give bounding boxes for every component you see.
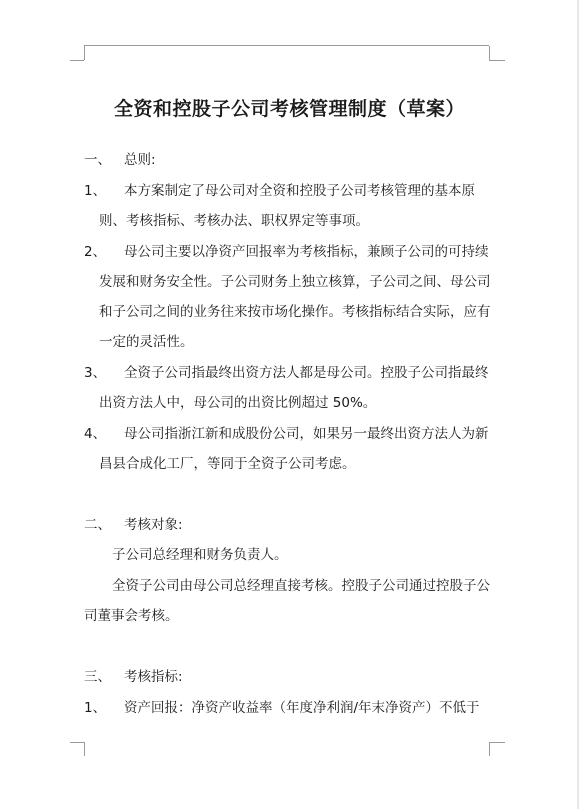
item-number: 4、 bbox=[84, 426, 107, 442]
header-rule bbox=[84, 45, 489, 46]
section-number: 三、 bbox=[84, 669, 111, 685]
paragraph-line: 昌县合成化工厂，等同于全资子公司考虑。 bbox=[99, 456, 356, 472]
paragraph-line: 本方案制定了母公司对全资和控股子公司考核管理的基本原 bbox=[124, 183, 475, 199]
paragraph-line: 全资子公司由母公司总经理直接考核。控股子公司通过控股子公 bbox=[112, 578, 490, 594]
crop-mark-bottom-right bbox=[489, 742, 490, 756]
paragraph-line: 发展和财务安全性。子公司财务上独立核算，子公司之间、母公司 bbox=[99, 274, 491, 290]
paragraph-line: 和子公司之间的业务往来按市场化操作。考核指标结合实际，应有 bbox=[99, 304, 491, 320]
paragraph-line: 母公司指浙江新和成股份公司，如果另一最终出资方法人为新 bbox=[124, 426, 489, 442]
paragraph-line: 子公司总经理和财务负责人。 bbox=[112, 547, 288, 563]
section-heading: 考核对象: bbox=[124, 517, 183, 533]
crop-mark-top-right bbox=[489, 46, 490, 60]
crop-mark-top-left bbox=[70, 60, 84, 61]
crop-mark-top-right bbox=[489, 60, 505, 61]
item-number: 1、 bbox=[84, 700, 107, 716]
crop-mark-bottom-left bbox=[84, 742, 85, 756]
document-title: 全资和控股子公司考核管理制度（草案） bbox=[113, 98, 465, 120]
crop-mark-bottom-left bbox=[70, 742, 84, 743]
section-heading: 总则: bbox=[124, 152, 156, 168]
paragraph-line: 则、考核指标、考核办法、职权界定等事项。 bbox=[99, 213, 369, 229]
item-number: 2、 bbox=[84, 244, 107, 260]
section-number: 一、 bbox=[84, 152, 111, 168]
paragraph-line: 出资方法人中，母公司的出资比例超过 50%。 bbox=[99, 395, 377, 411]
crop-mark-bottom-right bbox=[489, 742, 505, 743]
paragraph-line: 一定的灵活性。 bbox=[99, 334, 194, 350]
paragraph-line: 司董事会考核。 bbox=[84, 608, 179, 624]
section-heading: 考核指标: bbox=[124, 669, 183, 685]
section-number: 二、 bbox=[84, 517, 111, 533]
paragraph-line: 资产回报：净资产收益率（年度净利润/年末净资产）不低于 bbox=[124, 700, 480, 716]
crop-mark-top-left bbox=[84, 46, 85, 60]
paragraph-line: 母公司主要以净资产回报率为考核指标，兼顾子公司的可持续 bbox=[124, 244, 489, 260]
item-number: 3、 bbox=[84, 365, 107, 381]
item-number: 1、 bbox=[84, 183, 107, 199]
paragraph-line: 全资子公司指最终出资方法人都是母公司。控股子公司指最终 bbox=[124, 365, 489, 381]
